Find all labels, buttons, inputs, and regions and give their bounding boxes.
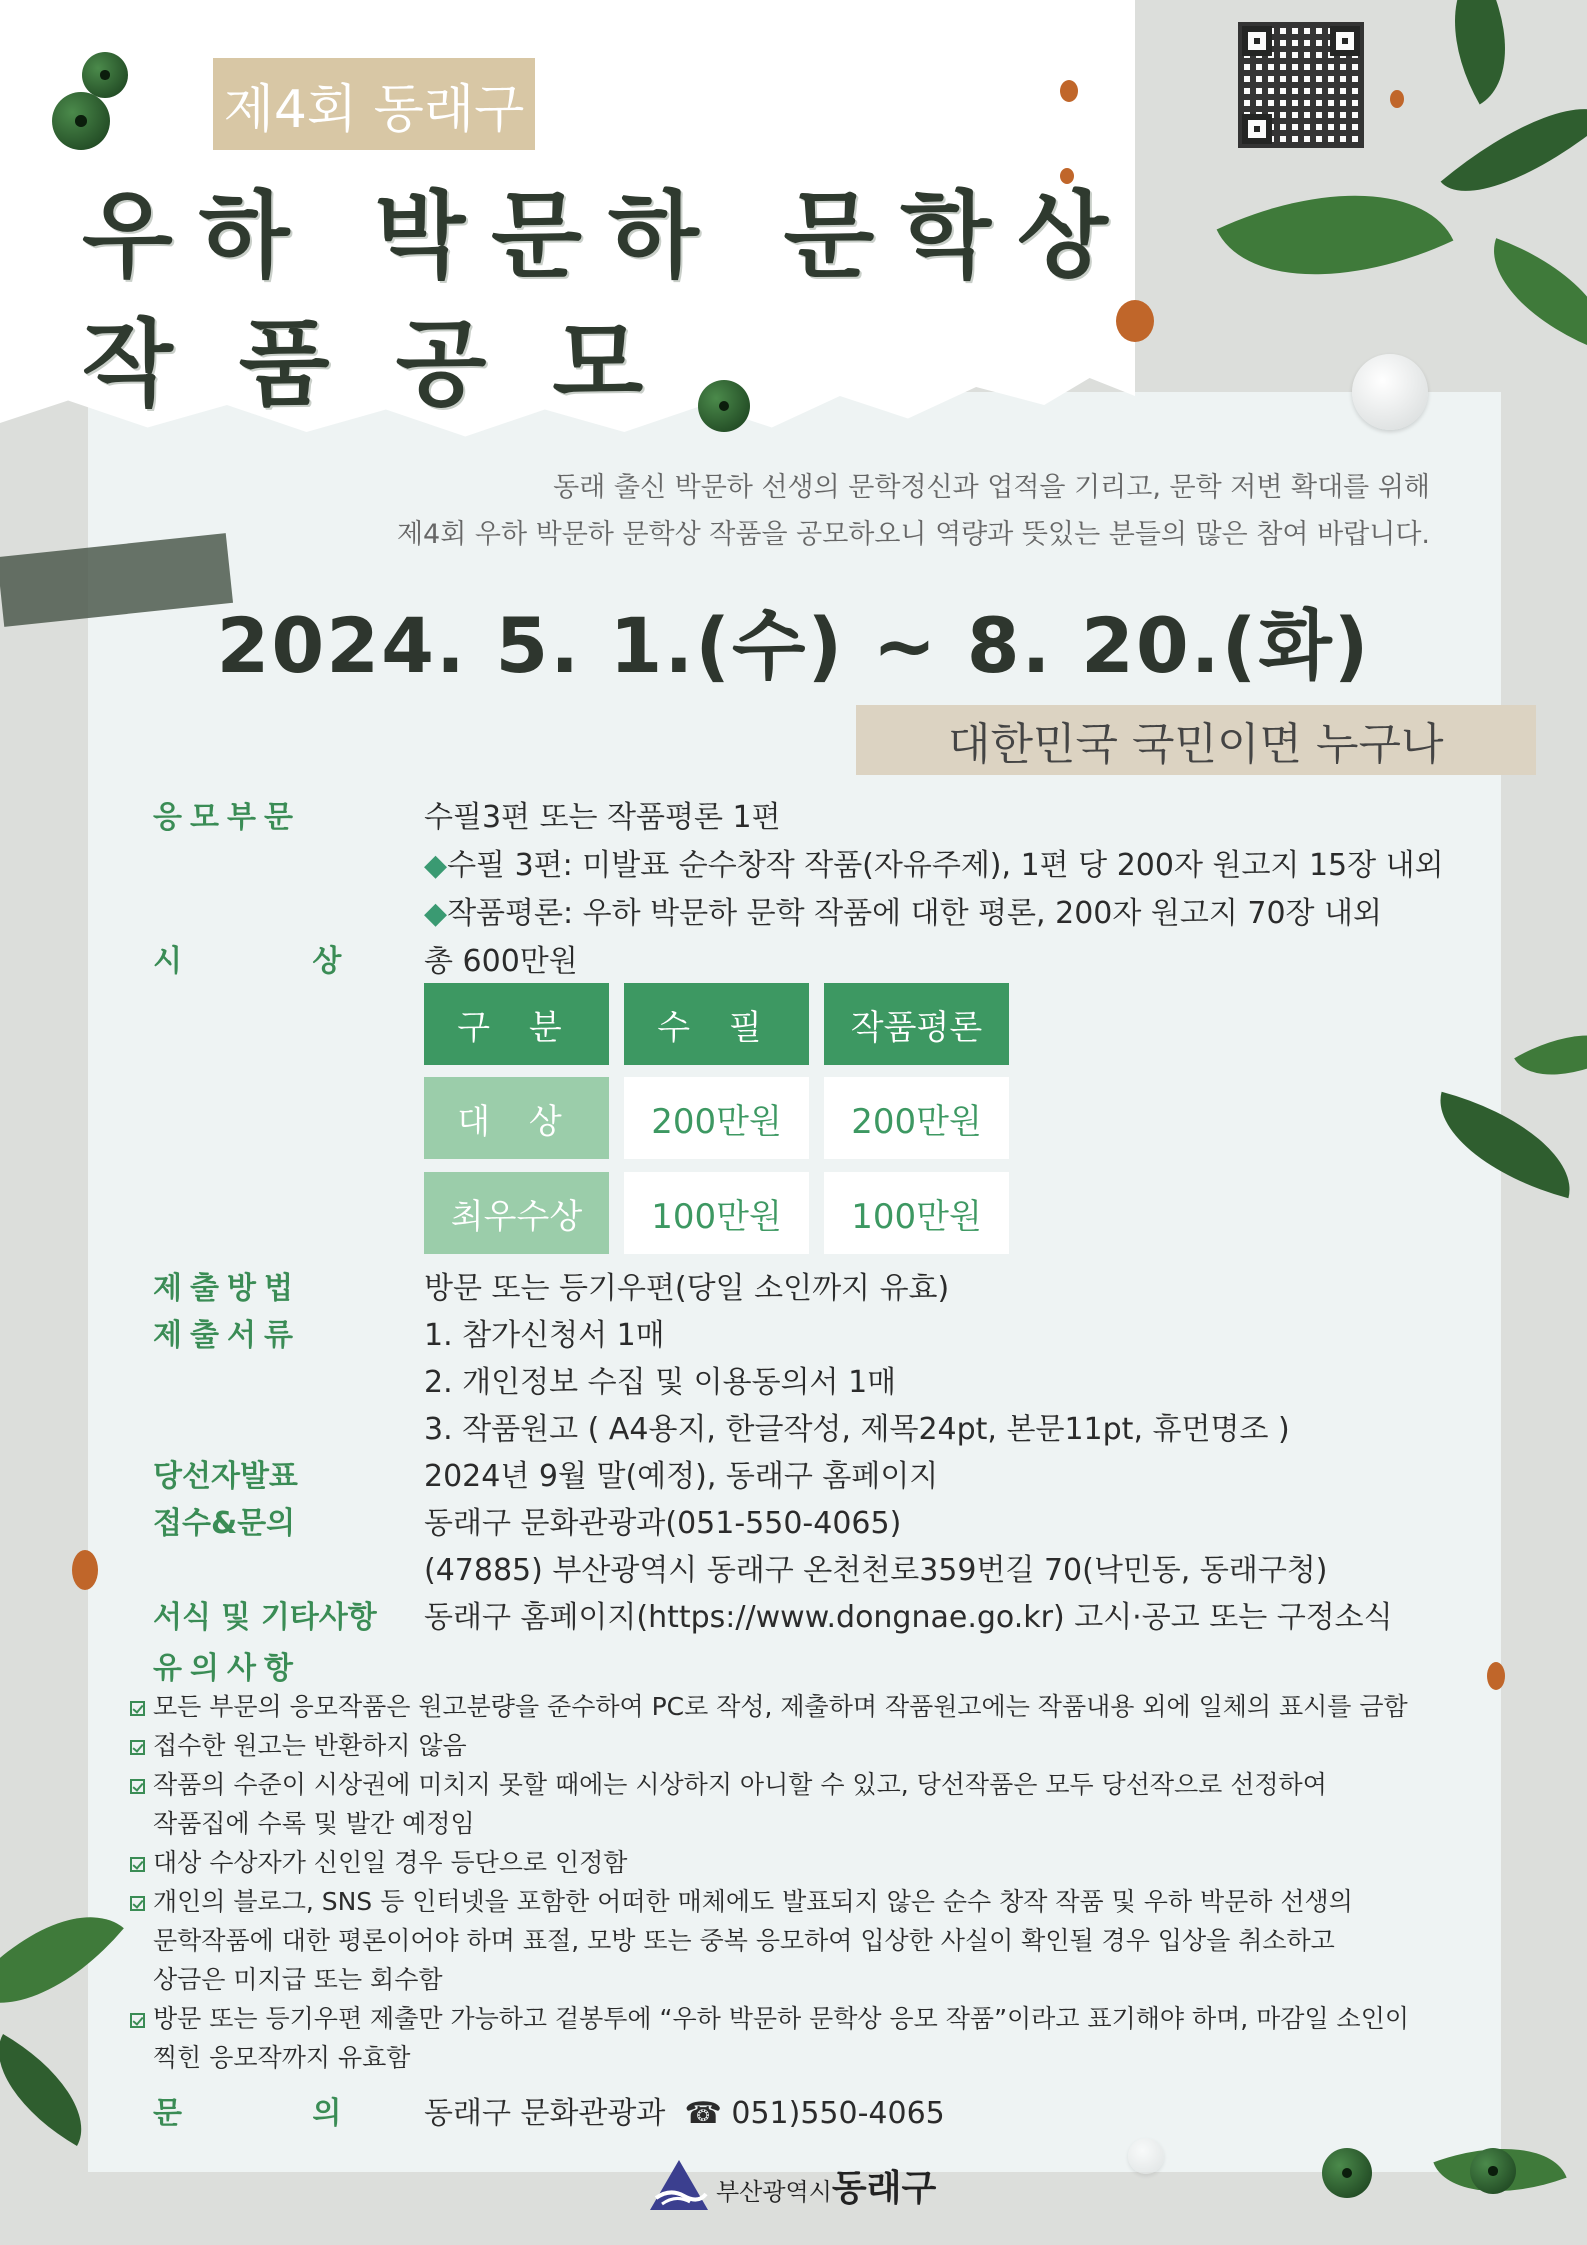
note-item: 작품의 수준이 시상권에 미치지 못할 때에는 시상하지 아니할 수 있고, 당선작품은 모두 당선작으로 선정하여 xyxy=(130,1766,1327,1804)
value-award: 총 600만원 xyxy=(424,944,578,979)
intro-line: 동래 출신 박문하 선생의 문학정신과 업적을 기리고, 문학 저변 확대를 위해 xyxy=(553,472,1430,503)
checkbox-icon xyxy=(130,1779,145,1794)
bead-icon xyxy=(1470,2148,1516,2194)
eligibility-text: 대한민국 국민이면 누구나 xyxy=(948,719,1444,770)
note-item: 방문 또는 등기우편 제출만 가능하고 겉봉투에 “우하 박문하 문학상 응모 작품”이라고 표기해야 하며, 마감일 소인이 xyxy=(130,2000,1409,2038)
seed-icon xyxy=(1487,1662,1505,1690)
prize-amount: 200만원 xyxy=(824,1077,1009,1159)
seed-icon xyxy=(1060,80,1078,102)
document-item: 3. 작품원고 ( A4용지, 한글작성, 제목24pt, 본문11pt, 휴먼명조 ) xyxy=(424,1412,1290,1447)
contest-period: 2024. 5. 1.(수) ~ 8. 20.(화) xyxy=(216,601,1371,690)
leaf-icon xyxy=(1441,72,1587,227)
page-title-line2: 작품공모 xyxy=(82,310,710,419)
prize-header-cell: 구 분 xyxy=(424,983,609,1065)
leaf-icon xyxy=(1472,238,1587,352)
label-documents: 제출서류 xyxy=(153,1318,301,1353)
logo-text: 부산광역시동래구 xyxy=(716,2167,937,2209)
label-submission-method: 제출방법 xyxy=(153,1271,301,1306)
note-item-continued: 찍힌 응모작까지 유효함 xyxy=(153,2043,411,2072)
checkbox-icon xyxy=(130,2013,145,2028)
note-item: 접수한 원고는 반환하지 않음 xyxy=(130,1727,467,1765)
pearl-icon xyxy=(1128,2138,1164,2174)
value-forms[interactable]: 동래구 홈페이지(https://www.dongnae.go.kr) 고시·공고 또는 구정소식 xyxy=(424,1600,1393,1635)
label-contact-receipt: 접수&문의 xyxy=(153,1506,296,1541)
diamond-icon: ◆ xyxy=(424,896,448,931)
leaf-icon xyxy=(1420,0,1541,104)
note-item-continued: 문학작품에 대한 평론이어야 하며 표절, 모방 또는 중복 응모하여 입상한 사실이 확인될 경우 입상을 취소하고 xyxy=(153,1926,1335,1955)
prize-amount: 100만원 xyxy=(824,1172,1009,1254)
bead-icon xyxy=(82,52,128,98)
pearl-icon xyxy=(1352,354,1428,430)
note-item: 모든 부문의 응모작품은 원고분량을 준수하여 PC로 작성, 제출하며 작품원고에는 작품내용 외에 일체의 표시를 금함 xyxy=(130,1688,1408,1726)
dongnae-emblem-icon xyxy=(648,2158,710,2212)
page-title-line1: 우하 박문하 문학상 xyxy=(82,182,1134,291)
category-detail: ◆수필 3편: 미발표 순수창작 작품(자유주제), 1편 당 200자 원고지 15장 내외 xyxy=(424,848,1444,883)
checkbox-icon xyxy=(130,1857,145,1872)
label-inquiry: 문 의 xyxy=(153,2096,402,2131)
note-item: 대상 수상자가 신인일 경우 등단으로 인정함 xyxy=(130,1844,627,1882)
value-address: (47885) 부산광역시 동래구 온천천로359번길 70(낙민동, 동래구청) xyxy=(424,1553,1328,1588)
prize-row-label: 대 상 xyxy=(424,1077,609,1159)
value-inquiry: 동래구 문화관광과 ☎ 051)550-4065 xyxy=(424,2096,945,2131)
category-detail: ◆작품평론: 우하 박문하 문학 작품에 대한 평론, 200자 원고지 70장 내외 xyxy=(424,896,1383,931)
note-item: 개인의 블로그, SNS 등 인터넷을 포함한 어떠한 매체에도 발표되지 않은 순수 창작 작품 및 우하 박문하 선생의 xyxy=(130,1883,1353,1921)
label-award: 시 상 xyxy=(153,944,402,979)
leaf-icon xyxy=(1514,1008,1587,1101)
document-item: 2. 개인정보 수집 및 이용동의서 1매 xyxy=(424,1365,897,1400)
eligibility-banner xyxy=(856,705,1536,775)
seed-icon xyxy=(1116,300,1154,342)
checkbox-icon xyxy=(130,1740,145,1755)
value-contact-receipt: 동래구 문화관광과(051-550-4065) xyxy=(424,1506,902,1541)
phone-number: ☎ 051)550-4065 xyxy=(684,2096,945,2131)
seed-icon xyxy=(1390,90,1404,108)
document-item: 1. 참가신청서 1매 xyxy=(424,1318,665,1353)
intro-text xyxy=(300,464,1430,558)
note-item-continued: 상금은 미지급 또는 회수함 xyxy=(153,1965,443,1994)
bead-icon xyxy=(52,92,110,150)
label-category: 응모부문 xyxy=(153,800,301,835)
prize-amount: 100만원 xyxy=(624,1172,809,1254)
label-notes: 유의사항 xyxy=(153,1651,301,1686)
qr-code[interactable] xyxy=(1238,22,1364,148)
prize-header-cell: 작품평론 xyxy=(824,983,1009,1065)
dongnae-logo xyxy=(648,2158,936,2212)
intro-line: 제4회 우하 박문하 문학상 작품을 공모하오니 역량과 뜻있는 분들의 많은 참여 바랍니다. xyxy=(396,519,1430,550)
prize-row-label: 최우수상 xyxy=(424,1172,609,1254)
seed-icon xyxy=(72,1550,98,1590)
diamond-icon: ◆ xyxy=(424,848,448,883)
note-item-continued: 작품집에 수록 및 발간 예정임 xyxy=(153,1809,475,1838)
bead-icon xyxy=(1322,2148,1372,2198)
checkbox-icon xyxy=(130,1701,145,1716)
value-category: 수필3편 또는 작품평론 1편 xyxy=(424,800,781,835)
value-announcement: 2024년 9월 말(예정), 동래구 홈페이지 xyxy=(424,1459,939,1494)
label-announcement: 당선자발표 xyxy=(153,1459,298,1494)
edition-badge: 제4회 동래구 xyxy=(213,58,535,150)
checkbox-icon xyxy=(130,1896,145,1911)
prize-amount: 200만원 xyxy=(624,1077,809,1159)
value-submission-method: 방문 또는 등기우편(당일 소인까지 유효) xyxy=(424,1271,950,1306)
prize-header-cell: 수 필 xyxy=(624,983,809,1065)
label-forms: 서식 및 기타사항 xyxy=(153,1600,377,1635)
leaf-icon xyxy=(1217,141,1454,329)
